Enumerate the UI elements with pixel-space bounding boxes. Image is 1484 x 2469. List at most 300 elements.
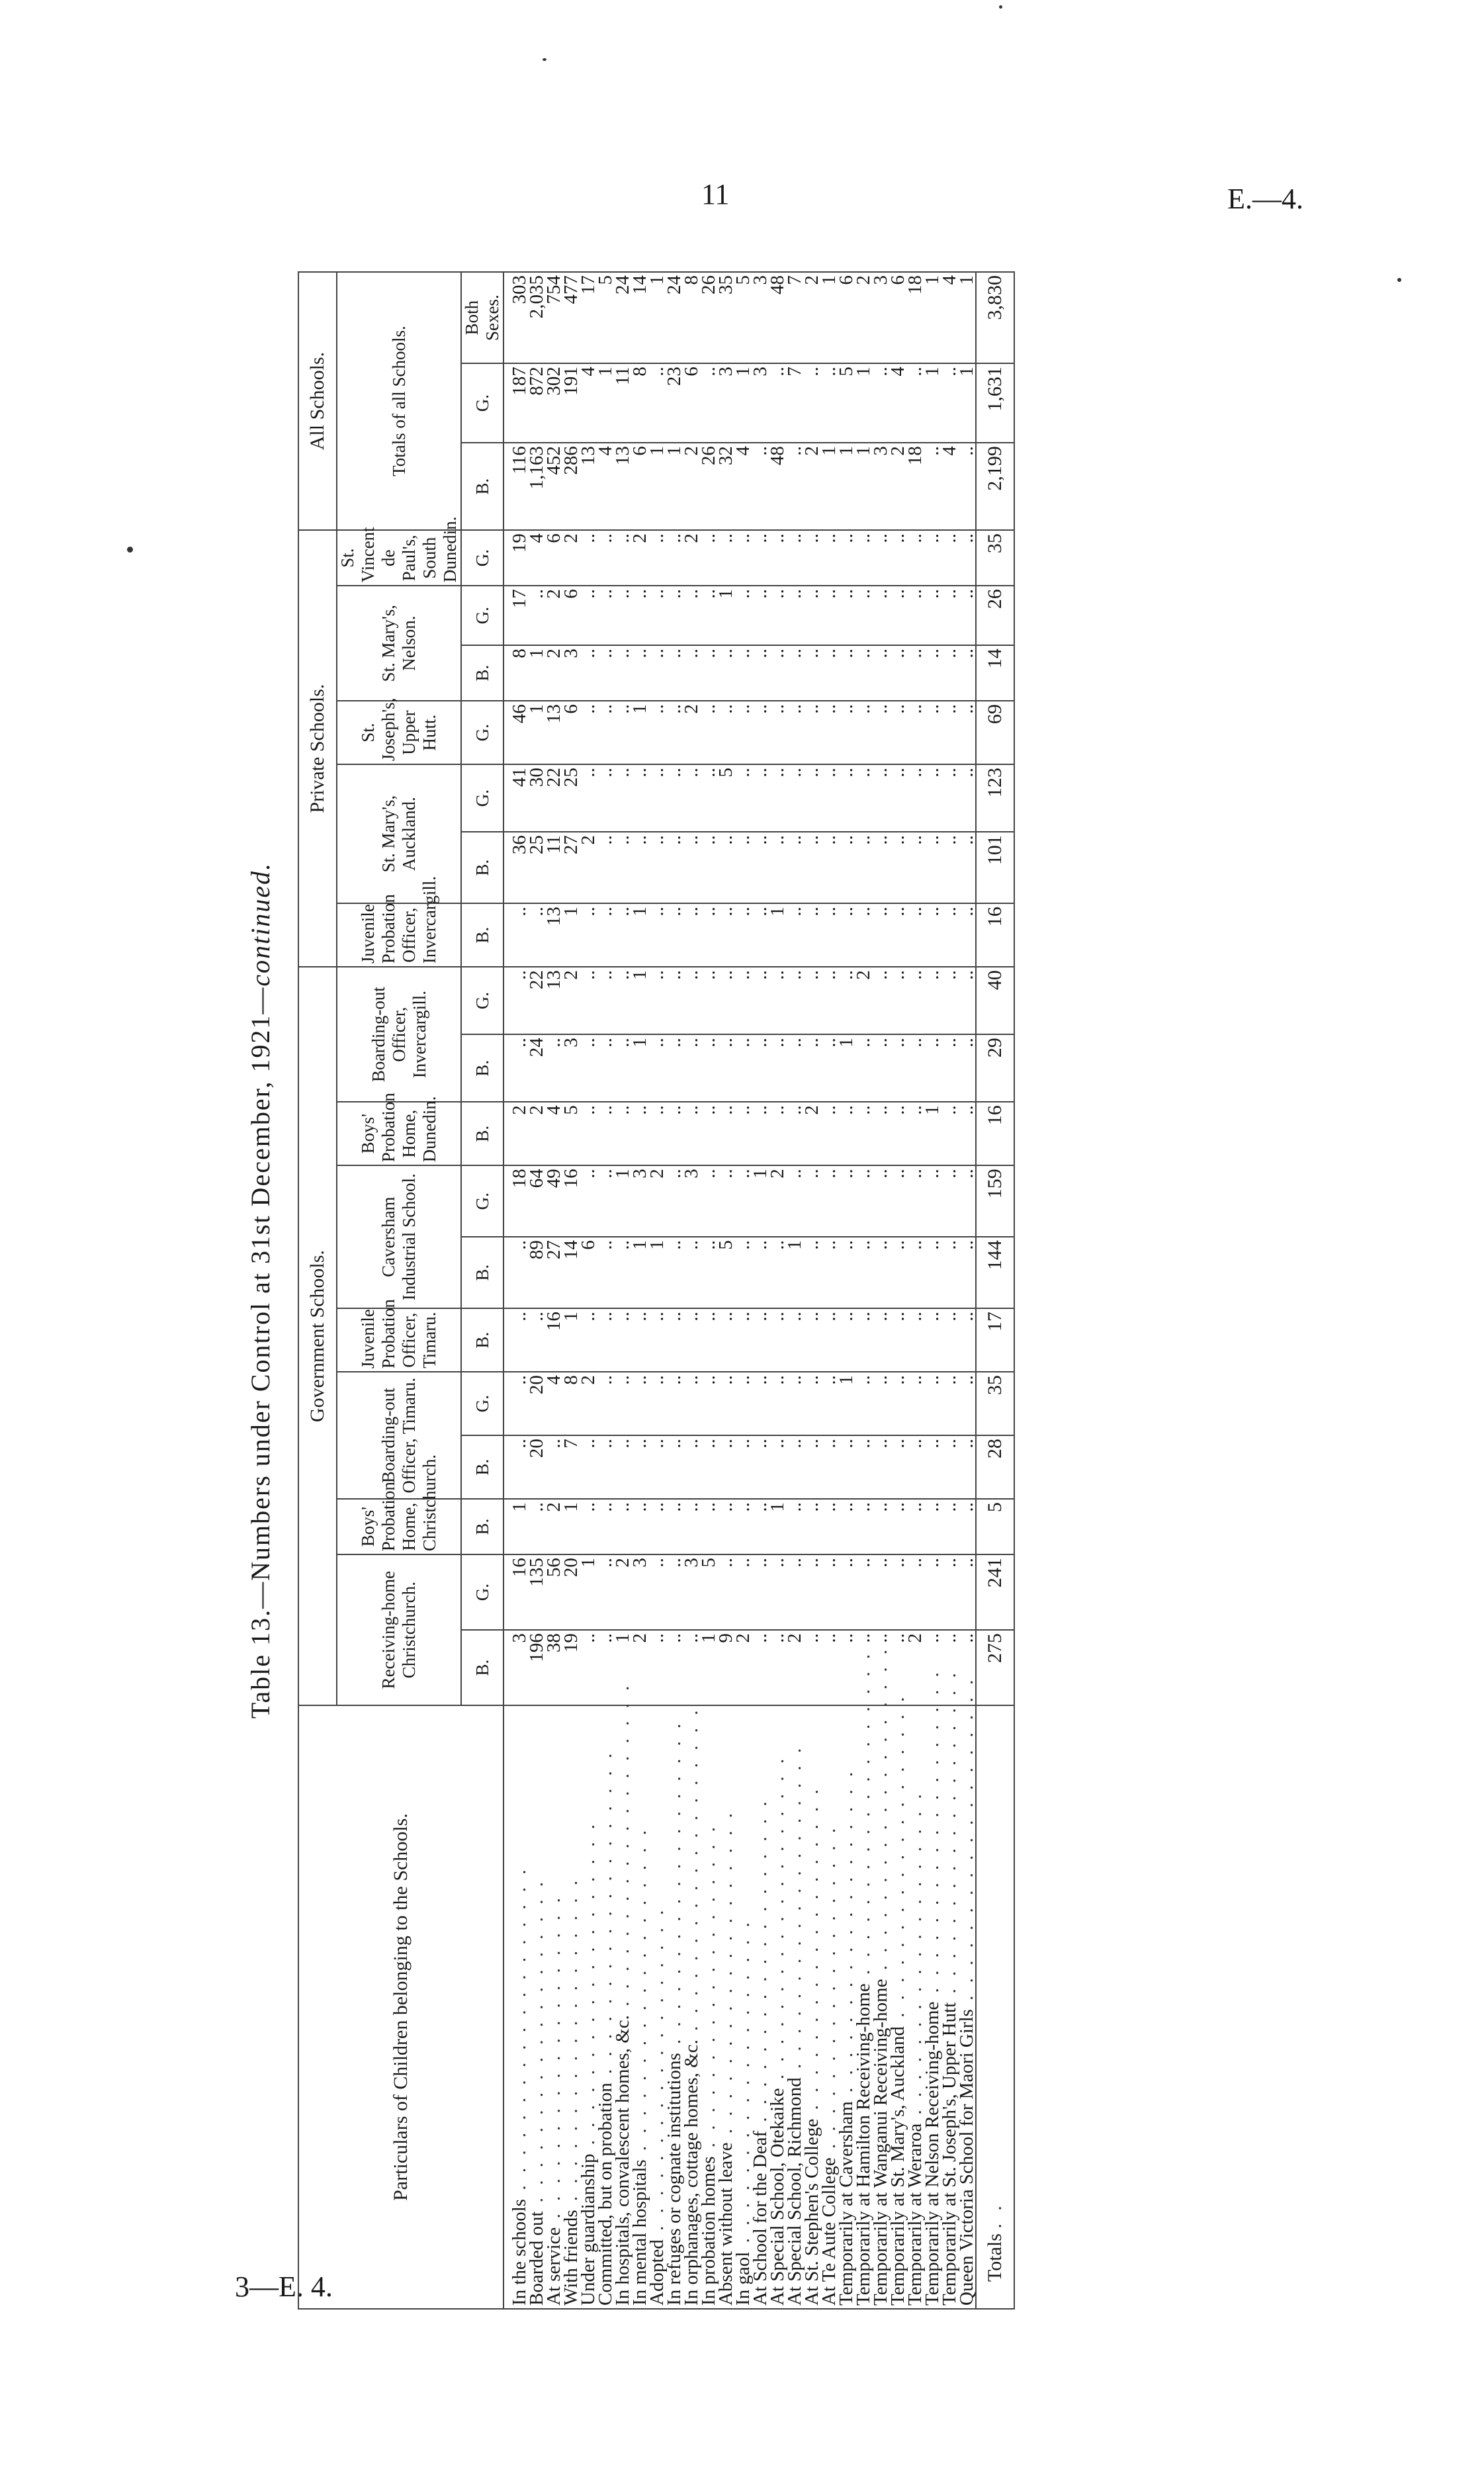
table-cell: ..: [924, 701, 941, 764]
group-private: Private Schools.: [298, 530, 337, 967]
table-cell: ..: [838, 586, 855, 645]
table-cell: ..: [717, 1308, 734, 1372]
table-cell: 5: [597, 272, 614, 363]
table-cell: ..: [683, 1372, 700, 1435]
leader-dots: . .: [984, 2202, 1006, 2229]
table-cell: 6: [562, 701, 580, 764]
table-cell: ..: [528, 1308, 545, 1372]
table-cell: ..: [614, 1499, 631, 1554]
row-label-text: In probation homes: [698, 2156, 720, 2306]
school-header: Boarding-out Officer, Invercargill.: [337, 967, 461, 1102]
table-cell: 303: [503, 272, 528, 363]
table-cell: ..: [734, 903, 752, 967]
table-cell: 49: [545, 1165, 562, 1237]
speck-mark: [127, 547, 133, 553]
table-cell: ..: [786, 1034, 803, 1102]
table-cell: ..: [838, 1630, 855, 1705]
leader-dots: . . . . . . . . . . . . . . . . . . .: [509, 1865, 531, 2199]
table-cell: ..: [889, 1165, 906, 1237]
table-cell: ..: [700, 1372, 717, 1435]
table-cell: ..: [717, 1435, 734, 1499]
table-cell: ..: [820, 363, 838, 443]
table-cell: 2: [631, 530, 648, 586]
table-cell: 3: [872, 272, 889, 363]
table-cell: ..: [734, 1554, 752, 1630]
table-cell: ..: [683, 832, 700, 903]
table-cell: ..: [734, 1435, 752, 1499]
table-cell: 2: [614, 1554, 631, 1630]
table-cell: ..: [838, 701, 855, 764]
table-cell: 38: [545, 1630, 562, 1705]
table-cell: ..: [889, 967, 906, 1034]
total-cell: 5: [976, 1499, 1014, 1554]
table-cell: 1: [562, 903, 580, 967]
leader-dots: . . . . . . . . . . . . . . . . . . .: [698, 1822, 720, 2157]
school-header: Boarding-out Officer, Timaru.: [337, 1372, 461, 1499]
table-cell: ..: [924, 586, 941, 645]
sex-label: B.: [461, 832, 503, 903]
table-cell: 17: [580, 272, 597, 363]
table-cell: ..: [666, 1237, 683, 1308]
table-cell: 3: [562, 1034, 580, 1102]
table-cell: 2: [648, 1165, 666, 1237]
table-cell: ..: [666, 903, 683, 967]
table-cell: ..: [614, 1237, 631, 1308]
table-cell: 1: [924, 363, 941, 443]
table-cell: ..: [648, 701, 666, 764]
row-label-text: At School for the Deaf: [750, 2130, 771, 2306]
sex-label: B.: [461, 1308, 503, 1372]
table-cell: ..: [958, 1165, 976, 1237]
row-label: [503, 1705, 531, 2309]
table-cell: 2: [580, 832, 597, 903]
table-cell: ..: [958, 1308, 976, 1372]
page-number: 11: [701, 178, 730, 210]
table-cell: ..: [855, 1630, 872, 1705]
row-label-text: At Special School, Richmond: [784, 2077, 806, 2306]
table-cell: ..: [820, 832, 838, 903]
table-cell: ..: [597, 1630, 614, 1705]
table-cell: ..: [820, 1165, 838, 1237]
row-label-text: Temporarily at Nelson Receiving-home: [922, 2001, 943, 2306]
table-cell: ..: [769, 701, 786, 764]
table-cell: ..: [838, 530, 855, 586]
table-cell: ..: [872, 1102, 889, 1165]
table-cell: ..: [838, 1554, 855, 1630]
leader-dots: . . . . . . . . . . . . . . . . . . .: [956, 1676, 978, 2010]
table-cell: ..: [838, 1165, 855, 1237]
table-cell: ..: [958, 1372, 976, 1435]
table-cell: ..: [752, 645, 769, 701]
table-cell: 5: [734, 272, 752, 363]
table-cell: 196: [528, 1630, 545, 1705]
leader-dots: . . . . . . . . . . . . . . . . . . .: [578, 1820, 599, 2154]
table-cell: 8: [631, 363, 648, 443]
table-cell: ..: [872, 1499, 889, 1554]
table-cell: ..: [769, 530, 786, 586]
table-cell: ..: [752, 586, 769, 645]
table-cell: ..: [889, 832, 906, 903]
table-cell: ..: [855, 645, 872, 701]
table-cell: 2: [803, 1102, 820, 1165]
table-title: [245, 271, 291, 2310]
total-cell: 101: [976, 832, 1014, 903]
table-cell: ..: [786, 701, 803, 764]
table-cell: ..: [924, 443, 941, 530]
table-cell: ..: [631, 832, 648, 903]
table-cell: ..: [666, 1372, 683, 1435]
table-cell: ..: [683, 1034, 700, 1102]
table-cell: ..: [855, 764, 872, 832]
school-header: Boys' Probation Home, Christchurch.: [337, 1499, 461, 1554]
total-cell: 16: [976, 1102, 1014, 1165]
table-cell: 20: [562, 1554, 580, 1630]
table-cell: 6: [545, 530, 562, 586]
table-cell: ..: [631, 1102, 648, 1165]
table-cell: ..: [855, 701, 872, 764]
total-cell: 1,631: [976, 363, 1014, 443]
table-cell: 5: [838, 363, 855, 443]
sex-label: B.: [461, 1435, 503, 1499]
table-cell: ..: [838, 1237, 855, 1308]
table-cell: ..: [700, 363, 717, 443]
table-cell: ..: [786, 832, 803, 903]
table-cell: ..: [855, 832, 872, 903]
leader-dots: . . . . . . . . . . . . . . . . . . .: [681, 1706, 703, 2040]
table-cell: 14: [562, 1237, 580, 1308]
table-cell: ..: [906, 1554, 924, 1630]
sex-label: G.: [461, 586, 503, 645]
table-cell: ..: [666, 1102, 683, 1165]
table-cell: 3: [631, 1165, 648, 1237]
total-cell: 159: [976, 1165, 1014, 1237]
table-cell: ..: [924, 1034, 941, 1102]
table-cell: 1: [924, 1102, 941, 1165]
sex-label: B.: [461, 1102, 503, 1165]
school-header: Juvenile Probation Officer, Invercargill.: [337, 903, 461, 967]
leader-dots: . . . . . . . . . . . . . . . . . . .: [922, 1668, 943, 2002]
table-cell: ..: [855, 530, 872, 586]
leader-dots: . . . . . . . . . . . . . . . . . . .: [870, 1645, 892, 1979]
table-cell: 1: [503, 1499, 528, 1554]
table-cell: ..: [872, 1237, 889, 1308]
row-label-text: In hospitals, convalescent homes, &c.: [612, 2015, 634, 2306]
table-cell: ..: [906, 1435, 924, 1499]
table-cell: ..: [906, 1102, 924, 1165]
totals-label: [976, 1705, 1014, 2309]
row-label-text: In mental hospitals: [629, 2159, 651, 2306]
table-cell: 1: [838, 1372, 855, 1435]
leader-dots: . . . . . . . . . . . . . . . . . . .: [767, 1754, 789, 2088]
table-cell: ..: [631, 586, 648, 645]
table-cell: 41: [503, 764, 528, 832]
table-cell: ..: [803, 586, 820, 645]
table-cell: ..: [597, 1499, 614, 1554]
table-cell: ..: [597, 967, 614, 1034]
table-cell: ..: [889, 1499, 906, 1554]
table-cell: ..: [855, 1554, 872, 1630]
table-cell: ..: [700, 903, 717, 967]
table-cell: ..: [838, 903, 855, 967]
table-cell: ..: [700, 967, 717, 1034]
table-cell: ..: [941, 701, 958, 764]
total-cell: 40: [976, 967, 1014, 1034]
table-cell: ..: [820, 903, 838, 967]
table-cell: 1: [631, 701, 648, 764]
row-label-text: Temporarily at Wanganui Receiving-home: [870, 1979, 892, 2306]
table-cell: 6: [562, 586, 580, 645]
table-cell: ..: [924, 645, 941, 701]
table-cell: ..: [786, 1165, 803, 1237]
table-cell: 18: [503, 1165, 528, 1237]
row-label-text: Temporarily at Weraroa: [904, 2123, 926, 2306]
table-cell: ..: [503, 1034, 528, 1102]
table-cell: 16: [562, 1165, 580, 1237]
table-cell: ..: [941, 1499, 958, 1554]
total-cell: 123: [976, 764, 1014, 832]
speck-mark: [1397, 278, 1401, 282]
table-cell: ..: [683, 967, 700, 1034]
sex-label: Both Sexes.: [461, 272, 503, 363]
table-cell: ..: [941, 1554, 958, 1630]
numbers-under-control-table: [298, 271, 1015, 2310]
table-cell: ..: [734, 1237, 752, 1308]
table-cell: ..: [648, 1102, 666, 1165]
table-cell: 1: [631, 967, 648, 1034]
table-cell: ..: [580, 1102, 597, 1165]
table-cell: 4: [941, 443, 958, 530]
table-cell: 2: [803, 443, 820, 530]
table-cell: ..: [717, 903, 734, 967]
table-cell: ..: [803, 1308, 820, 1372]
table-cell: 191: [562, 363, 580, 443]
table-cell: ..: [838, 1435, 855, 1499]
table-cell: ..: [820, 1435, 838, 1499]
table-cell: ..: [683, 1102, 700, 1165]
table-cell: 477: [562, 272, 580, 363]
table-cell: ..: [941, 1435, 958, 1499]
table-cell: ..: [872, 1630, 889, 1705]
table-cell: ..: [889, 1554, 906, 1630]
table-cell: 1: [855, 443, 872, 530]
table-cell: ..: [734, 764, 752, 832]
table-cell: ..: [545, 1034, 562, 1102]
table-cell: ..: [941, 1102, 958, 1165]
table-cell: 13: [545, 701, 562, 764]
table-cell: ..: [906, 967, 924, 1034]
table-cell: ..: [889, 1372, 906, 1435]
table-cell: ..: [855, 1034, 872, 1102]
table-cell: ..: [941, 1165, 958, 1237]
table-cell: ..: [734, 645, 752, 701]
leader-dots: . . . . . . . . . . . . . . . . . . .: [801, 1785, 823, 2119]
total-cell: 69: [976, 701, 1014, 764]
table-cell: ..: [648, 1435, 666, 1499]
total-cell: 241: [976, 1554, 1014, 1630]
school-header: Boys' Probation Home, Dunedin.: [337, 1102, 461, 1165]
row-label-text: Absent without leave: [715, 2142, 737, 2306]
table-cell: ..: [734, 586, 752, 645]
sex-label: G.: [461, 701, 503, 764]
table-cell: ..: [872, 1308, 889, 1372]
table-cell: 23: [666, 363, 683, 443]
table-cell: ..: [597, 1554, 614, 1630]
table-cell: ..: [838, 967, 855, 1034]
table-cell: ..: [803, 363, 820, 443]
table-cell: ..: [580, 586, 597, 645]
table-cell: 1: [631, 903, 648, 967]
row-label-text: In refuges or cognate institutions: [664, 2053, 685, 2306]
table-cell: 2: [683, 443, 700, 530]
table-cell: 64: [528, 1165, 545, 1237]
table-cell: ..: [631, 645, 648, 701]
table-cell: ..: [803, 1435, 820, 1499]
table-cell: ..: [580, 645, 597, 701]
table-cell: ..: [958, 1034, 976, 1102]
table-cell: ..: [597, 1165, 614, 1237]
row-label-text: Queen Victoria School for Maori Girls: [956, 2009, 978, 2306]
table-cell: 5: [717, 764, 734, 832]
table-cell: ..: [752, 903, 769, 967]
table-cell: 1: [700, 1630, 717, 1705]
table-cell: ..: [924, 832, 941, 903]
row-label-text: Boarded out: [526, 2211, 548, 2306]
table-cell: 6: [631, 443, 648, 530]
table-cell: ..: [820, 645, 838, 701]
table-cell: ..: [734, 530, 752, 586]
table-cell: 1: [769, 903, 786, 967]
table-cell: ..: [855, 1435, 872, 1499]
table-cell: 2: [786, 1630, 803, 1705]
table-cell: ..: [820, 1630, 838, 1705]
table-cell: ..: [648, 903, 666, 967]
table-cell: 1: [717, 586, 734, 645]
table-cell: ..: [614, 764, 631, 832]
table-cell: ..: [941, 1237, 958, 1308]
table-cell: ..: [752, 1102, 769, 1165]
table-cell: ..: [924, 1308, 941, 1372]
table-cell: ..: [786, 586, 803, 645]
table-cell: ..: [597, 586, 614, 645]
table-cell: ..: [614, 701, 631, 764]
table-cell: ..: [700, 1308, 717, 1372]
table-cell: 1: [769, 1499, 786, 1554]
table-cell: 32: [717, 443, 734, 530]
table-cell: ..: [924, 1435, 941, 1499]
leader-dots: . . . . . . . . . . . . . . . . . . .: [646, 1906, 668, 2240]
table-cell: ..: [803, 701, 820, 764]
table-cell: ..: [666, 764, 683, 832]
table-cell: 24: [614, 272, 631, 363]
table-cell: ..: [838, 645, 855, 701]
table-cell: ..: [717, 701, 734, 764]
table-cell: ..: [597, 645, 614, 701]
total-cell: 35: [976, 530, 1014, 586]
table-cell: ..: [597, 1237, 614, 1308]
row-label-text: In orphanages, cottage homes, &c.: [681, 2040, 703, 2306]
total-cell: 2,199: [976, 443, 1014, 530]
table-cell: ..: [700, 701, 717, 764]
table-cell: ..: [614, 1034, 631, 1102]
table-cell: ..: [717, 967, 734, 1034]
table-cell: ..: [820, 1237, 838, 1308]
table-cell: ..: [597, 1435, 614, 1499]
table-cell: ..: [752, 1499, 769, 1554]
table-cell: ..: [648, 967, 666, 1034]
table-cell: ..: [666, 1034, 683, 1102]
table-cell: ..: [734, 701, 752, 764]
table-cell: ..: [666, 1308, 683, 1372]
table-cell: ..: [889, 645, 906, 701]
table-cell: 4: [941, 272, 958, 363]
table-cell: 7: [786, 272, 803, 363]
sex-label: G.: [461, 530, 503, 586]
table-cell: 8: [503, 645, 528, 701]
table-cell: ..: [941, 764, 958, 832]
table-cell: 1: [614, 1630, 631, 1705]
sex-label: B.: [461, 645, 503, 701]
table-cell: ..: [752, 764, 769, 832]
table-cell: ..: [769, 1034, 786, 1102]
table-cell: ..: [769, 645, 786, 701]
table-cell: ..: [752, 443, 769, 530]
group-government: Government Schools.: [298, 967, 337, 1705]
table-cell: 7: [786, 363, 803, 443]
table-cell: ..: [597, 832, 614, 903]
table-cell: ..: [786, 764, 803, 832]
table-cell: ..: [872, 832, 889, 903]
table-cell: ..: [855, 903, 872, 967]
table-cell: 1: [614, 1165, 631, 1237]
table-cell: 17: [503, 586, 528, 645]
table-cell: ..: [786, 903, 803, 967]
table-cell: ..: [700, 1435, 717, 1499]
table-cell: ..: [769, 586, 786, 645]
table-cell: 187: [503, 363, 528, 443]
table-row: [958, 272, 976, 2309]
table-cell: ..: [889, 1034, 906, 1102]
leader-dots: . . . . . . . . . . . . . . . . . . .: [853, 1650, 875, 1984]
total-cell: 3,830: [976, 272, 1014, 363]
leader-dots: . . . . . . . . . . . . . . . . . . .: [595, 1749, 617, 2083]
table-cell: ..: [872, 1435, 889, 1499]
table-cell: ..: [803, 530, 820, 586]
table-cell: 56: [545, 1554, 562, 1630]
table-cell: ..: [734, 1499, 752, 1554]
table-cell: ..: [872, 530, 889, 586]
table-cell: ..: [614, 832, 631, 903]
table-cell: 754: [545, 272, 562, 363]
table-cell: ..: [958, 1435, 976, 1499]
table-cell: 46: [503, 701, 528, 764]
table-cell: 36: [503, 832, 528, 903]
table-cell: ..: [872, 363, 889, 443]
table-cell: 30: [528, 764, 545, 832]
table-cell: ..: [820, 1034, 838, 1102]
table-cell: 6: [889, 272, 906, 363]
table-cell: 2,035: [528, 272, 545, 363]
row-label-text: Temporarily at St. Mary's, Auckland: [887, 2026, 909, 2306]
row-label-text: Temporarily at Caversham: [836, 2101, 857, 2306]
table-cell: 1: [838, 1034, 855, 1102]
table-cell: ..: [614, 1102, 631, 1165]
table-cell: 13: [614, 443, 631, 530]
table-cell: ..: [580, 903, 597, 967]
table-cell: ..: [580, 967, 597, 1034]
table-cell: ..: [803, 1372, 820, 1435]
table-cell: ..: [752, 1630, 769, 1705]
sex-label: G.: [461, 1165, 503, 1237]
